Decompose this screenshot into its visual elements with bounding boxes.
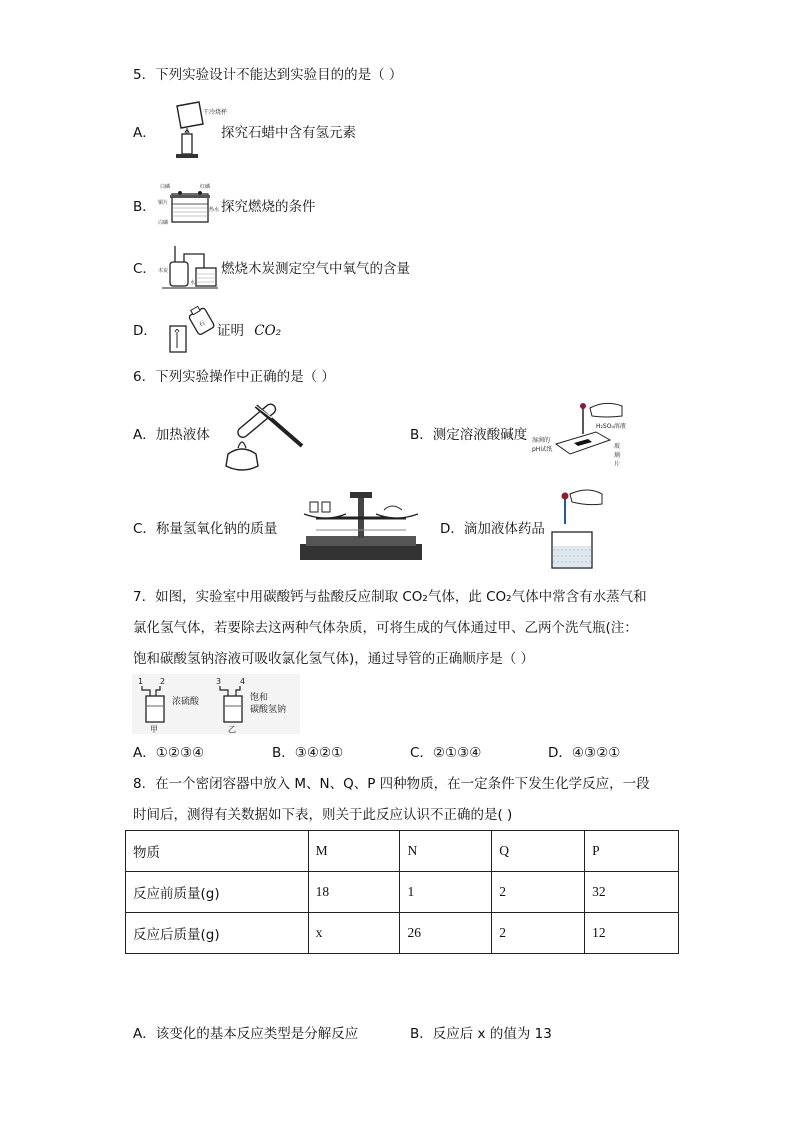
sodium-bicarbonate-label: 碳酸氢钠 bbox=[250, 705, 287, 715]
header-cell: N bbox=[400, 831, 492, 872]
glass-label-1: 玻 bbox=[614, 443, 621, 450]
table-row bbox=[126, 913, 679, 954]
table-cell: 26 bbox=[400, 913, 492, 954]
table-row bbox=[126, 872, 679, 913]
table-cell: 2 bbox=[492, 913, 585, 954]
dropper-beaker-figure bbox=[548, 484, 604, 570]
q6-option-b: B．测定溶液酸碱度 bbox=[410, 427, 528, 443]
q5-co2-formula: CO₂ bbox=[254, 323, 282, 339]
q5-stem: 5．下列实验设计不能达到实验目的的是（ ） bbox=[133, 67, 403, 83]
header-cell: Q bbox=[492, 831, 585, 872]
q5-option-a-letter: A． bbox=[133, 125, 156, 141]
charcoal-oxygen-figure bbox=[156, 244, 220, 292]
ph-paper-figure bbox=[530, 398, 642, 474]
table-cell: 32 bbox=[585, 872, 679, 913]
candle-beaker-figure bbox=[165, 100, 228, 162]
q8-line-2: 时间后，测得有关数据如下表，则关于此反应认识不正确的是( ) bbox=[133, 807, 513, 823]
saturated-label: 饱和 bbox=[250, 693, 269, 703]
red-phosphorus-label: 红磷 bbox=[200, 184, 211, 190]
q7-option-d: D．④③②① bbox=[548, 745, 621, 761]
port-1-label: 1 bbox=[138, 677, 144, 686]
table-cell: 18 bbox=[308, 872, 400, 913]
q6-option-a: A．加热液体 bbox=[133, 427, 210, 443]
table-cell: 12 bbox=[585, 913, 679, 954]
header-cell: 物质 bbox=[126, 831, 309, 872]
q6-option-d: D．滴加液体药品 bbox=[440, 521, 545, 537]
q5-option-a-text: 探究石蜡中含有氢元素 bbox=[221, 125, 356, 141]
q5-option-b-text: 探究燃烧的条件 bbox=[221, 199, 316, 215]
water-label: 水 bbox=[190, 280, 196, 286]
balance-scale-figure bbox=[296, 488, 426, 566]
q5-option-d-prefix: 证明 bbox=[217, 323, 244, 339]
table-cell: x bbox=[308, 913, 400, 954]
charcoal-label: 木炭 bbox=[158, 268, 169, 274]
bottle-yi-label: 乙 bbox=[228, 725, 236, 734]
table-cell: 反应前质量(g) bbox=[126, 872, 309, 913]
reaction-data-table bbox=[125, 830, 679, 954]
q7-line-3: 饱和碳酸氢钠溶液可吸收氯化氢气体)，通过导管的正确顺序是（ ） bbox=[133, 651, 535, 667]
table-cell: 1 bbox=[400, 872, 492, 913]
heating-liquid-figure bbox=[212, 396, 308, 476]
gas-washing-bottles-figure bbox=[132, 674, 300, 734]
copper-plate-label: 铜片 bbox=[158, 200, 169, 206]
q5-option-b-letter: B． bbox=[133, 199, 156, 215]
hot-water-label: 热水 bbox=[209, 207, 220, 213]
table-cell: 2 bbox=[492, 872, 585, 913]
table-cell: 反应后质量(g) bbox=[126, 913, 309, 954]
port-4-label: 4 bbox=[240, 677, 246, 686]
cold-beaker-label: 干冷烧杯 bbox=[203, 109, 228, 116]
q8-line-1: 8．在一个密闭容器中放入 M、N、Q、P 四种物质，在一定条件下发生化学反应，一段 bbox=[133, 776, 650, 792]
header-cell: P bbox=[585, 831, 679, 872]
q5-option-c-text: 燃烧木炭测定空气中氧气的含量 bbox=[221, 261, 410, 277]
q7-line-2: 氯化氢气体，若要除去这两种气体杂质，可将生成的气体通过甲、乙两个洗气瓶(注： bbox=[133, 620, 638, 636]
conc-sulfuric-label: 浓硫酸 bbox=[172, 697, 200, 707]
q5-option-c-letter: C． bbox=[133, 261, 156, 277]
table-header-row bbox=[126, 831, 679, 872]
q7-line-1: 7．如图，实验室中用碳酸钙与盐酸反应制取 CO₂气体，此 CO₂气体中常含有水蒸气和 bbox=[133, 589, 647, 605]
port-3-label: 3 bbox=[216, 677, 222, 686]
bottle-jia-label: 甲 bbox=[150, 725, 158, 734]
combustion-conditions-figure bbox=[158, 180, 218, 228]
white-phosphorus-water-label: 白磷 bbox=[158, 220, 169, 226]
co2-proof-figure bbox=[162, 302, 218, 354]
q8-option-b: B．反应后 x 的值为 13 bbox=[410, 1026, 552, 1042]
limewater-bottle-label: 石 bbox=[197, 319, 207, 329]
q5-option-d-letter: D． bbox=[133, 323, 157, 339]
q6-stem: 6．下列实验操作中正确的是（ ） bbox=[133, 369, 335, 385]
glass-label-2: 璃 bbox=[614, 452, 621, 459]
q7-option-b: B．③④②① bbox=[272, 745, 344, 761]
q7-option-c: C．②①③④ bbox=[410, 745, 482, 761]
q5-option-d-text bbox=[217, 322, 281, 340]
ph-paper-label: pH试纸 bbox=[532, 446, 553, 453]
q7-option-a: A．①②③④ bbox=[133, 745, 205, 761]
q6-option-c: C．称量氢氧化钠的质量 bbox=[133, 521, 278, 537]
white-phosphorus-label: 白磷 bbox=[160, 184, 171, 190]
q8-option-a: A．该变化的基本反应类型是分解反应 bbox=[133, 1026, 359, 1042]
sulfuric-acid-label: H₂SO₄溶液 bbox=[596, 423, 626, 430]
header-cell: M bbox=[308, 831, 400, 872]
glass-label-3: 片 bbox=[614, 461, 621, 468]
port-2-label: 2 bbox=[160, 677, 166, 686]
wet-label: 湿润的 bbox=[532, 437, 551, 444]
